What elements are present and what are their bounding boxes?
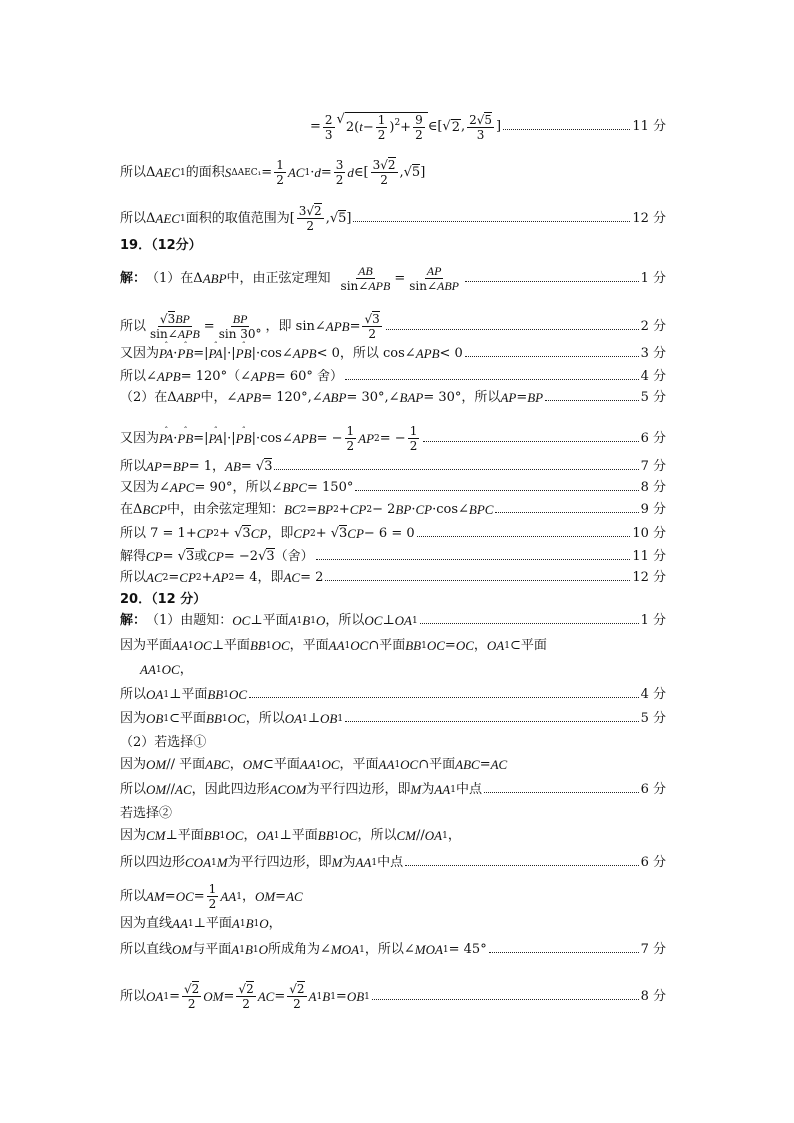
- solution-line: [120, 882, 666, 911]
- option-label: 若选择②: [120, 806, 173, 821]
- solution-line: [120, 982, 666, 1011]
- solution-line: [120, 112, 666, 142]
- dot-leader: [484, 791, 639, 793]
- math-expression: 又因为 ˆ PA · ˆ PB =| ˆ PA |·| ˆ PB |·cos∠ APB < 0，所以 cos∠ APB < 0: [120, 346, 463, 362]
- solution-line: [120, 828, 666, 844]
- score-mark: 11 分: [632, 548, 666, 564]
- dot-leader: [345, 378, 639, 380]
- solution-line: [120, 916, 666, 932]
- dot-leader: [417, 535, 631, 537]
- score-mark: 8 分: [640, 988, 666, 1004]
- solution-line: [120, 424, 666, 453]
- math-expression: 因为直线 AA 1 ⊥平面 A 1 B 1 O ，: [120, 916, 282, 931]
- score-mark: 9 分: [640, 502, 666, 517]
- math-expression: 所以 $\frac{√3BP}{\text{sin∠APB}}$ = $\frac{BP}{\sin 30^\circ}$ ，即 sin∠ APB = $\frac{√3}{2}$: [120, 312, 380, 341]
- math-expression: 因为 OB 1 ⊂平面 BB 1 OC ，所以 OA 1 ⊥ OB 1: [120, 711, 344, 726]
- solution-line: [120, 806, 666, 822]
- solution-line: [120, 458, 666, 475]
- solution-line: [120, 502, 666, 518]
- dot-leader: [423, 440, 638, 442]
- math-expression: 所以四边形 COA 1 M 为平行四边形，即 M 为 AA 1 中点: [120, 855, 404, 870]
- dot-leader: [345, 720, 639, 722]
- score-mark: 8 分: [640, 480, 666, 495]
- score-mark: 3 分: [640, 346, 666, 361]
- solution-line: [120, 757, 666, 773]
- solution-line: [120, 312, 666, 341]
- dot-leader: [465, 280, 639, 282]
- solution-line: [120, 548, 666, 565]
- dot-leader: [495, 511, 638, 513]
- math-expression: 所以直线 OM 与平面 A 1 B 1 O 所成角为∠ MOA 1 ，所以∠ MOA 1 = 45°: [120, 942, 487, 957]
- score-mark: 4 分: [640, 687, 666, 702]
- score-mark: 5 分: [640, 390, 666, 405]
- math-expression: 所以 AP = BP = 1， AB = √ 3: [120, 458, 273, 474]
- score-mark: 5 分: [640, 711, 666, 726]
- dot-leader: [420, 622, 639, 624]
- score-mark: 12 分: [632, 570, 666, 585]
- dot-leader: [545, 399, 638, 401]
- solution-line: [120, 570, 666, 586]
- dot-leader: [386, 328, 639, 330]
- solution-line: [120, 369, 666, 385]
- score-mark: 10 分: [632, 525, 666, 541]
- solution-line: [120, 735, 666, 751]
- score-mark: 4 分: [640, 369, 666, 384]
- math-expression: 解得 CP = √ 3 或 CP = −2√ 3 （舍）: [120, 548, 314, 564]
- score-mark: 1 分: [640, 613, 666, 628]
- math-expression: 所以 AM = OC = $\frac{1}{2}$ AA 1 ， OM = AC: [120, 882, 303, 911]
- solution-line: [120, 390, 666, 406]
- math-expression: 又因为 ˆ PA · ˆ PB =| ˆ PA |·| ˆ PB |·cos∠ APB = − $\frac{1}{2}$ AP 2 = − $\frac{1}{2}$: [120, 424, 421, 453]
- question-heading: [120, 592, 666, 608]
- math-expression: 所以 OA 1 ⊥平面 BB 1 OC: [120, 687, 248, 702]
- solution-line: [120, 711, 666, 727]
- math-expression: 因为平面 AA 1 OC ⊥平面 BB 1 OC ，平面 AA 1 OC ∩平面 BB 1 OC = OC ， OA 1 ⊂平面: [120, 638, 547, 653]
- score-mark: 2 分: [640, 318, 666, 334]
- math-expression: = $\frac{2}{3}$ √ 2(t− $\frac{1}{2}$ )$^2$+ $\frac{9}{2}$ ∈[√ 2 , $\frac{2√5}{3}$ ]: [310, 112, 502, 142]
- math-expression: 所以∠ APB = 120°（∠ APB = 60° 舍）: [120, 369, 343, 384]
- option-label: （2）若选择①: [120, 735, 207, 750]
- math-expression: 所以 7 = 1+ CP 2 + √ 3 CP ，即 CP 2 + √ 3 CP − 6 = 0: [120, 525, 415, 541]
- math-expression: 在Δ BCP 中，由余弦定理知： BC 2 = BP 2 + CP 2 − 2 BP · CP ·cos∠ BPC: [120, 502, 494, 517]
- math-expression: 解： （1）由题知： OC ⊥平面 A 1 B 1 O ，所以 OC ⊥ OA 1: [120, 613, 418, 628]
- dot-leader: [405, 864, 638, 866]
- solution-line: [120, 782, 666, 798]
- math-expression: （2）在Δ ABP 中，∠ APB = 120°,∠ ABP = 30°,∠ BAP = 30°，所以 AP = BP: [120, 390, 544, 405]
- heading-text: 19．（12分）: [120, 238, 202, 253]
- score-mark: 6 分: [640, 855, 666, 870]
- solution-line: [120, 158, 666, 187]
- math-expression: 解： （1）在Δ ABP 中，由正弦定理知 $\frac{AB}{\text{sin∠APB}}$ = $\frac{AP}{\text{sin∠ABP}}$: [120, 264, 459, 293]
- score-mark: 6 分: [640, 782, 666, 797]
- dot-leader: [372, 998, 639, 1000]
- solution-line: [120, 687, 666, 703]
- math-expression: 所以 OM // AC ，因此四边形 ACOM 为平行四边形，即 M 为 AA 1 中点: [120, 782, 482, 797]
- score-mark: 1 分: [640, 270, 666, 286]
- solution-line: [120, 525, 666, 542]
- math-expression: 所以Δ AEC 1 面积的取值范围为[ $\frac{3√2}{2}$ ,√ 5 ]: [120, 204, 352, 233]
- dot-leader: [355, 489, 638, 491]
- score-mark: 7 分: [640, 458, 666, 474]
- solution-line: [120, 638, 666, 654]
- solution-line: [120, 613, 666, 629]
- heading-text: 20．（12 分）: [120, 592, 207, 607]
- solution-line: [120, 264, 666, 293]
- solution-line: [120, 855, 666, 871]
- score-mark: 7 分: [640, 942, 666, 957]
- math-expression: 又因为∠ APC = 90°，所以∠ BPC = 150°: [120, 480, 354, 495]
- solution-line: [120, 480, 666, 496]
- score-mark: 11 分: [632, 119, 666, 134]
- dot-leader: [489, 951, 639, 953]
- dot-leader: [465, 355, 639, 357]
- dot-leader: [353, 220, 630, 222]
- question-heading: [120, 238, 666, 254]
- math-expression: AA 1 OC ，: [140, 662, 193, 677]
- dot-leader: [274, 468, 638, 470]
- math-expression: 因为 CM ⊥平面 BB 1 OC ， OA 1 ⊥平面 BB 1 OC ，所以 CM // OA 1 ，: [120, 828, 461, 843]
- dot-leader: [316, 558, 631, 560]
- solution-line: [120, 662, 666, 678]
- solution-line: [120, 942, 666, 958]
- dot-leader: [325, 579, 630, 581]
- math-expression: 所以 AC 2 = CP 2 + AP 2 = 4，即 AC = 2: [120, 570, 324, 585]
- solution-line: [120, 204, 666, 233]
- score-mark: 6 分: [640, 430, 666, 446]
- math-expression: 所以 OA 1 = $\frac{√2}{2}$ OM = $\frac{√2}{2}$ AC = $\frac{√2}{2}$ A 1 B 1 = OB 1: [120, 982, 370, 1011]
- dot-leader: [249, 696, 639, 698]
- math-expression: 所以Δ AEC 1 的面积 S ΔAEC₁ = $\frac{1}{2}$ AC 1 · d = $\frac{3}{2}$ d ∈[ $\frac{3√2}{2}$ ,√ 5 ]: [120, 158, 426, 187]
- dot-leader: [503, 128, 630, 130]
- solution-line: [120, 346, 666, 362]
- math-expression: 因为 OM // 平面 ABC ， OM ⊂平面 AA 1 OC ，平面 AA 1 OC ∩平面 ABC = AC: [120, 757, 508, 772]
- score-mark: 12 分: [632, 210, 666, 226]
